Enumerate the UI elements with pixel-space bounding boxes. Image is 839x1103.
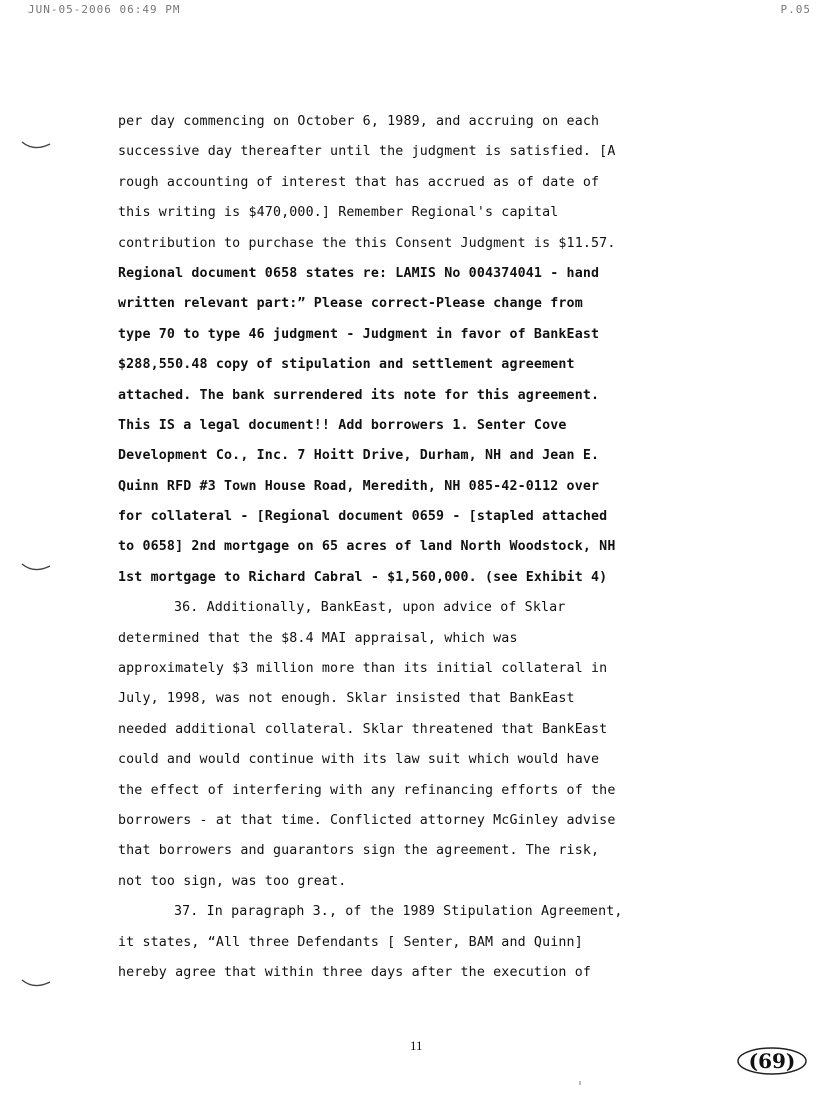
text-line: that borrowers and guarantors sign the agreement. The risk, <box>118 843 600 859</box>
document-body <box>118 107 718 988</box>
text-line: could and would continue with its law suit which would have <box>118 752 600 768</box>
text-line: not too sign, was too great. <box>118 873 347 889</box>
stamp-text: (69) <box>748 1049 796 1073</box>
scan-speck <box>579 1081 581 1085</box>
bold-text-line: to 0658] 2nd mortgage on 65 acres of land North Woodstock, NH <box>118 539 616 555</box>
bold-text-line: attached. The bank surrendered its note for this agreement. <box>118 387 600 403</box>
text-line: needed additional collateral. Sklar threatened that BankEast <box>118 721 608 737</box>
page-number: 11 <box>410 1038 423 1053</box>
text-line: this writing is $470,000.] Remember Regional's capital <box>118 205 559 221</box>
text-line: approximately $3 million more than its initial collateral in <box>118 661 608 677</box>
text-line: contribution to purchase the this Consent Judgment is $11.57. <box>118 235 616 251</box>
bold-text-line: type 70 to type 46 judgment - Judgment in favor of BankEast <box>118 326 600 342</box>
margin-punch-mark <box>20 978 54 994</box>
margin-punch-mark <box>20 140 54 156</box>
bold-text-line: This IS a legal document!! Add borrowers 1. Senter Cove <box>118 417 567 433</box>
bold-text-line: Development Co., Inc. 7 Hoitt Drive, Durham, NH and Jean E. <box>118 448 600 464</box>
fax-header-timestamp: JUN-05-2006 06:49 PM <box>28 3 181 16</box>
margin-punch-mark <box>20 562 54 578</box>
text-line: determined that the $8.4 MAI appraisal, which was <box>118 630 518 646</box>
paragraph-37-start: 37. In paragraph 3., of the 1989 Stipulation Agreement, <box>174 904 623 920</box>
handwritten-page-stamp <box>734 1045 810 1077</box>
text-line: the effect of interfering with any refinancing efforts of the <box>118 782 616 798</box>
bold-text-line: for collateral - [Regional document 0659 - [stapled attached <box>118 509 608 525</box>
bold-text-line: Regional document 0658 states re: LAMIS No 004374041 - hand <box>118 265 600 281</box>
text-line: successive day thereafter until the judgment is satisfied. [A <box>118 144 616 160</box>
bold-text-line: 1st mortgage to Richard Cabral - $1,560,000. (see Exhibit 4) <box>118 569 608 585</box>
text-line: hereby agree that within three days after the execution of <box>118 964 592 980</box>
text-line: July, 1998, was not enough. Sklar insisted that BankEast <box>118 691 575 707</box>
text-line: borrowers - at that time. Conflicted attorney McGinley advise <box>118 812 616 828</box>
text-line: rough accounting of interest that has accrued as of date of <box>118 174 600 190</box>
text-line: per day commencing on October 6, 1989, and accruing on each <box>118 114 600 129</box>
bold-text-line: Quinn RFD #3 Town House Road, Meredith, NH 085-42-0112 over <box>118 478 600 494</box>
fax-header <box>0 3 839 17</box>
text-line: it states, “All three Defendants [ Senter, BAM and Quinn] <box>118 934 583 950</box>
paragraph-36-start: 36. Additionally, BankEast, upon advice of Sklar <box>174 600 566 616</box>
fax-header-page: P.05 <box>780 3 811 16</box>
bold-text-line: $288,550.48 copy of stipulation and settlement agreement <box>118 357 575 373</box>
bold-text-line: written relevant part:” Please correct-Please change from <box>118 296 583 312</box>
